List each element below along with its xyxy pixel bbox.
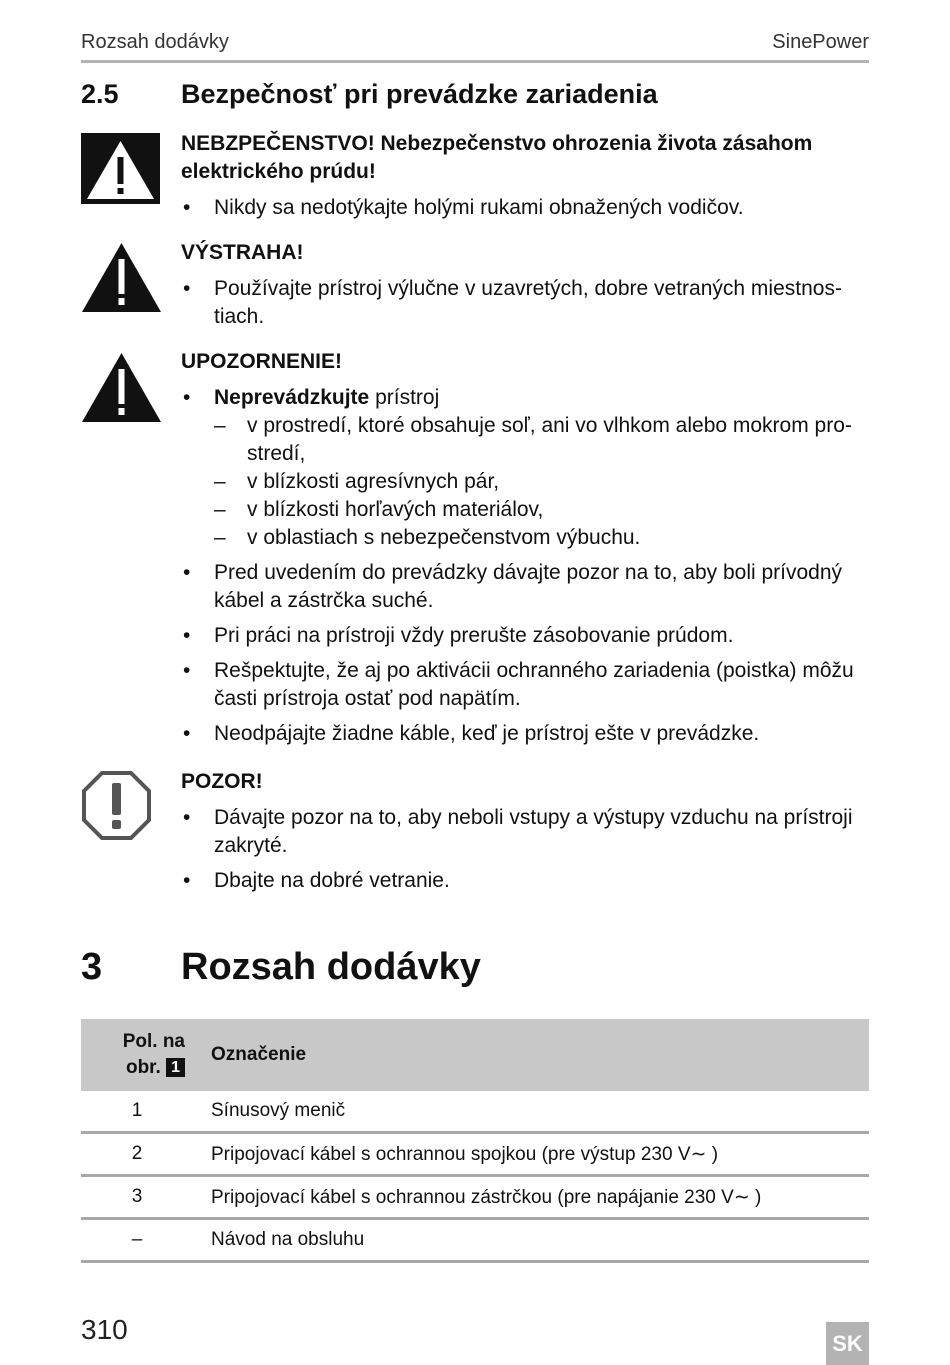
table-row: [81, 1219, 869, 1262]
list-item: • Rešpektujte, že aj po aktivácii ochranného zariadenia (poistka) môžu časti prístroja ostať pod napätím.: [181, 657, 871, 713]
table-row: [81, 1091, 869, 1133]
header-text: obr.: [125, 1057, 161, 1078]
emphasis-text: Neprevádzkujte: [214, 386, 370, 409]
list-item: • Používajte prístroj výlučne v uzavretých, dobre vetraných miestnos-tiach.: [181, 275, 871, 331]
table-header-row: [81, 1019, 869, 1091]
list-item: • Neodpájajte žiadne káble, keď je prístroj ešte v prevádzke.: [181, 720, 871, 748]
list-item: • Dbajte na dobré vetranie.: [181, 867, 871, 895]
cell-position: 2: [81, 1133, 193, 1176]
sub-list: [214, 412, 871, 552]
warning-heading: VÝSTRAHA!: [181, 241, 304, 264]
list-item: • Dávajte pozor na to, aby neboli vstupy a výstupy vzduchu na prístroji zakryté.: [181, 804, 871, 860]
chapter-number: 3: [81, 946, 103, 988]
chapter-title: Rozsah dodávky: [181, 946, 481, 988]
section-number: 2.5: [81, 79, 119, 109]
table-row: [81, 1176, 869, 1219]
cell-designation: Sínusový menič: [193, 1091, 869, 1133]
header-text: Pol. na: [122, 1031, 185, 1052]
scope-table: [81, 1019, 869, 1263]
cell-position: 1: [81, 1091, 193, 1133]
sub-list-item: – v oblastiach s nebezpečenstvom výbuchu.: [214, 524, 871, 552]
list-item: • Pred uvedením do prevádzky dávajte pozor na to, aby boli prívodný kábel a zástrčka suché.: [181, 559, 871, 615]
cell-designation: Pripojovací kábel s ochrannou zástrčkou (pre napájanie 230 V∼ ): [193, 1176, 869, 1219]
language-tab: SK: [826, 1322, 869, 1365]
list-item: • Nikdy sa nedotýkajte holými rukami obnažených vodičov.: [181, 194, 871, 222]
danger-electric-icon: [81, 133, 160, 204]
caution-triangle-icon: [81, 352, 162, 423]
warning-list: [181, 275, 871, 331]
list-item-text: prístroj: [369, 386, 440, 409]
figure-ref-badge: 1: [166, 1058, 185, 1077]
caution-heading: UPOZORNENIE!: [181, 350, 343, 373]
cell-position: –: [81, 1219, 193, 1262]
notice-list: [181, 804, 871, 895]
cell-position: 3: [81, 1176, 193, 1219]
sub-list-item: – v blízkosti horľavých materiálov,: [214, 496, 871, 524]
running-header-left: Rozsah dodávky: [81, 31, 229, 53]
column-header-designation: Označenie: [193, 1019, 869, 1091]
notice-octagon-icon: [81, 770, 152, 841]
column-header-position: [81, 1019, 193, 1091]
danger-heading: NEBZPEČENSTVO! Nebezpečenstvo ohrozenia života zásahom elektrického prúdu!: [181, 132, 813, 183]
list-item: [181, 384, 871, 552]
page-number: 310: [81, 1314, 128, 1345]
list-item: • Pri práci na prístroji vždy prerušte zásobovanie prúdom.: [181, 622, 871, 650]
sub-list-item: – v prostredí, ktoré obsahuje soľ, ani vo vlhkom alebo mokrom pro-stredí,: [214, 412, 871, 468]
cell-designation: Pripojovací kábel s ochrannou spojkou (pre výstup 230 V∼ ): [193, 1133, 869, 1176]
caution-list: [181, 384, 871, 748]
caution-block: [181, 348, 871, 755]
header-rule: [81, 60, 869, 63]
warning-triangle-icon: [81, 242, 162, 313]
running-header-right: SinePower: [772, 31, 869, 53]
sub-list-item: – v blízkosti agresívnych pár,: [214, 468, 871, 496]
notice-block: [181, 768, 871, 902]
danger-block: [181, 130, 871, 229]
danger-list: [181, 194, 871, 222]
notice-heading: POZOR!: [181, 770, 263, 793]
cell-designation: Návod na obsluhu: [193, 1219, 869, 1262]
section-title: Bezpečnosť pri prevádzke zariadenia: [181, 79, 658, 109]
warning-block: [181, 239, 871, 338]
table-row: [81, 1133, 869, 1176]
